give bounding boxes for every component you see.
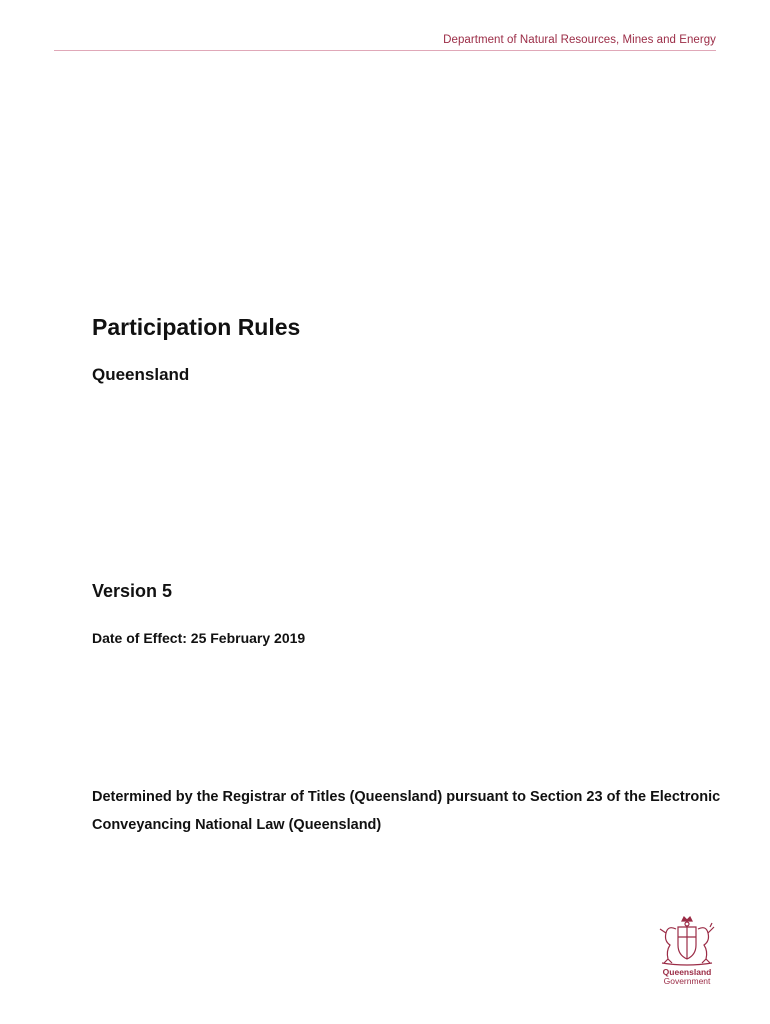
logo-government-text: Government [663,976,711,986]
queensland-government-logo [654,915,720,991]
document-title: Participation Rules [92,314,301,340]
determination-statement: Determined by the Registrar of Titles (Queensland) pursuant to Section 23 of the Electronic Conveyancing National Law (Queensland) [92,789,721,833]
queensland-crest-icon [654,915,720,967]
header-divider [54,50,716,51]
document-version: Version 5 [92,581,173,601]
department-name: Department of Natural Resources, Mines and Energy [443,34,716,46]
date-of-effect: Date of Effect: 25 February 2019 [92,630,306,646]
logo-queensland-text: Queensland [662,967,712,977]
document-subtitle: Queensland [92,365,190,384]
